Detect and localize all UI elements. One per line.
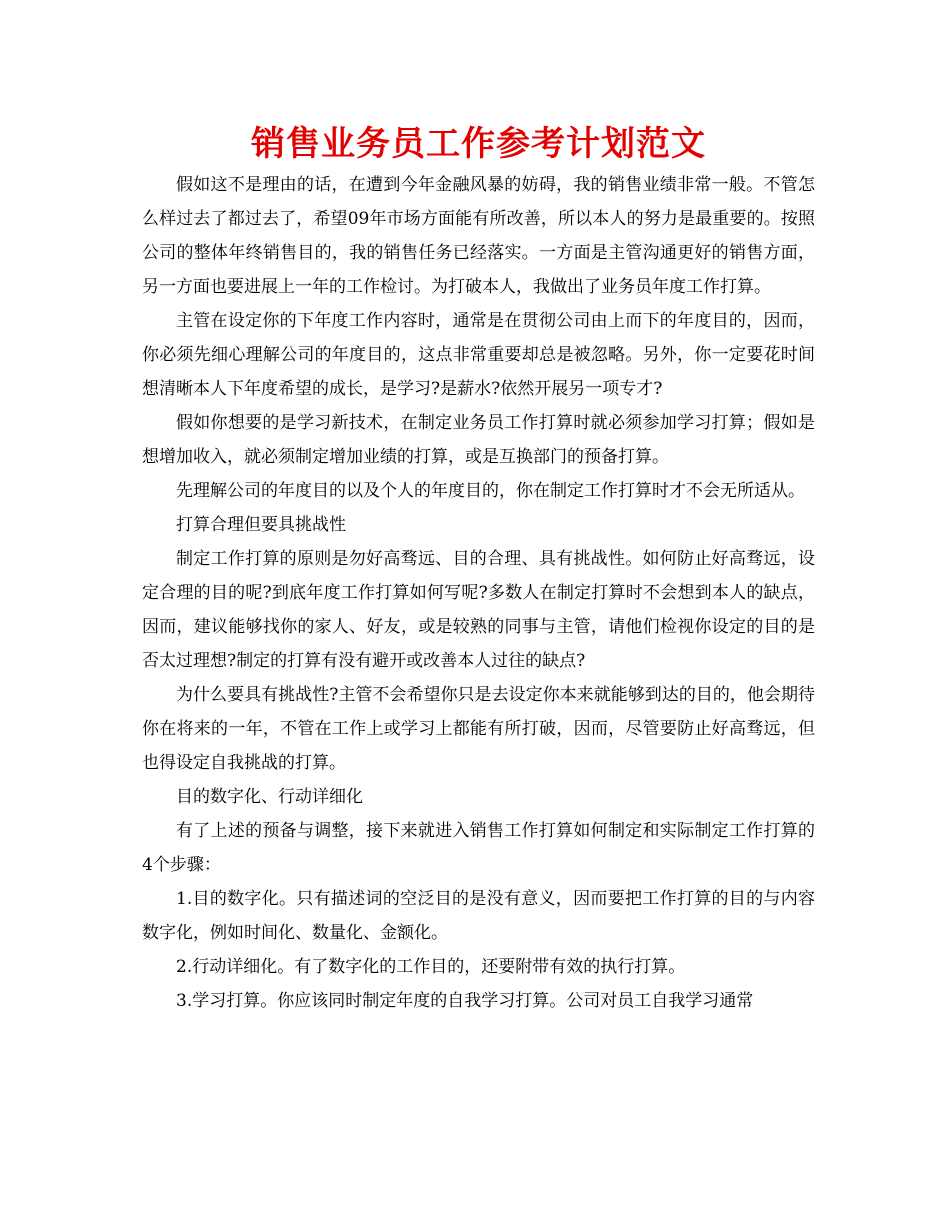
paragraph: 主管在设定你的下年度工作内容时，通常是在贯彻公司由上而下的年度目的，因而，你必须先细心理解公司的年度目的，这点非常重要却总是被忽略。另外，你一定要花时间想清晰本人下年度希望的成长，是学习?是薪水?依然开展另一项专才? xyxy=(142,311,815,399)
document-body xyxy=(142,168,815,1018)
paragraph: 制定工作打算的原则是勿好高骛远、目的合理、具有挑战性。如何防止好高骛远，设定合理的目的呢?到底年度工作打算如何写呢?多数人在制定打算时不会想到本人的缺点，因而，建议能够找你的家人、好友，或是较熟的同事与主管，请他们检视你设定的目的是否太过理想?制定的打算有没有避开或改善本人过往的缺点? xyxy=(142,549,815,671)
paragraph: 先理解公司的年度目的以及个人的年度目的，你在制定工作打算时才不会无所适从。 xyxy=(176,481,805,501)
paragraph: 有了上述的预备与调整，接下来就进入销售工作打算如何制定和实际制定工作打算的4个步骤： xyxy=(142,821,815,875)
list-item: 1.目的数字化。只有描述词的空泛目的是没有意义，因而要把工作打算的目的与内容数字化，例如时间化、数量化、金额化。 xyxy=(142,889,815,943)
paragraph: 为什么要具有挑战性?主管不会希望你只是去设定你本来就能够到达的目的，他会期待你在将来的一年，不管在工作上或学习上都能有所打破，因而，尽管要防止好高骛远，但也得设定自我挑战的打算。 xyxy=(142,685,815,773)
section-heading: 目的数字化、行动详细化 xyxy=(176,787,363,807)
list-item: 3.学习打算。你应该同时制定年度的自我学习打算。公司对员工自我学习通常 xyxy=(176,991,754,1011)
list-item: 2.行动详细化。有了数字化的工作目的，还要附带有效的执行打算。 xyxy=(176,957,686,977)
section-heading: 打算合理但要具挑战性 xyxy=(176,515,346,535)
paragraph: 假如这不是理由的话，在遭到今年金融风暴的妨碍，我的销售业绩非常一般。不管怎么样过去了都过去了，希望09年市场方面能有所改善，所以本人的努力是最重要的。按照公司的整体年终销售目的，我的销售任务已经落实。一方面是主管沟通更好的销售方面，另一方面也要进展上一年的工作检讨。为打破本人，我做出了业务员年度工作打算。 xyxy=(142,175,815,297)
paragraph: 假如你想要的是学习新技术，在制定业务员工作打算时就必须参加学习打算；假如是想增加收入，就必须制定增加业绩的打算，或是互换部门的预备打算。 xyxy=(142,413,815,467)
document-title: 销售业务员工作参考计划范文 xyxy=(251,124,706,164)
